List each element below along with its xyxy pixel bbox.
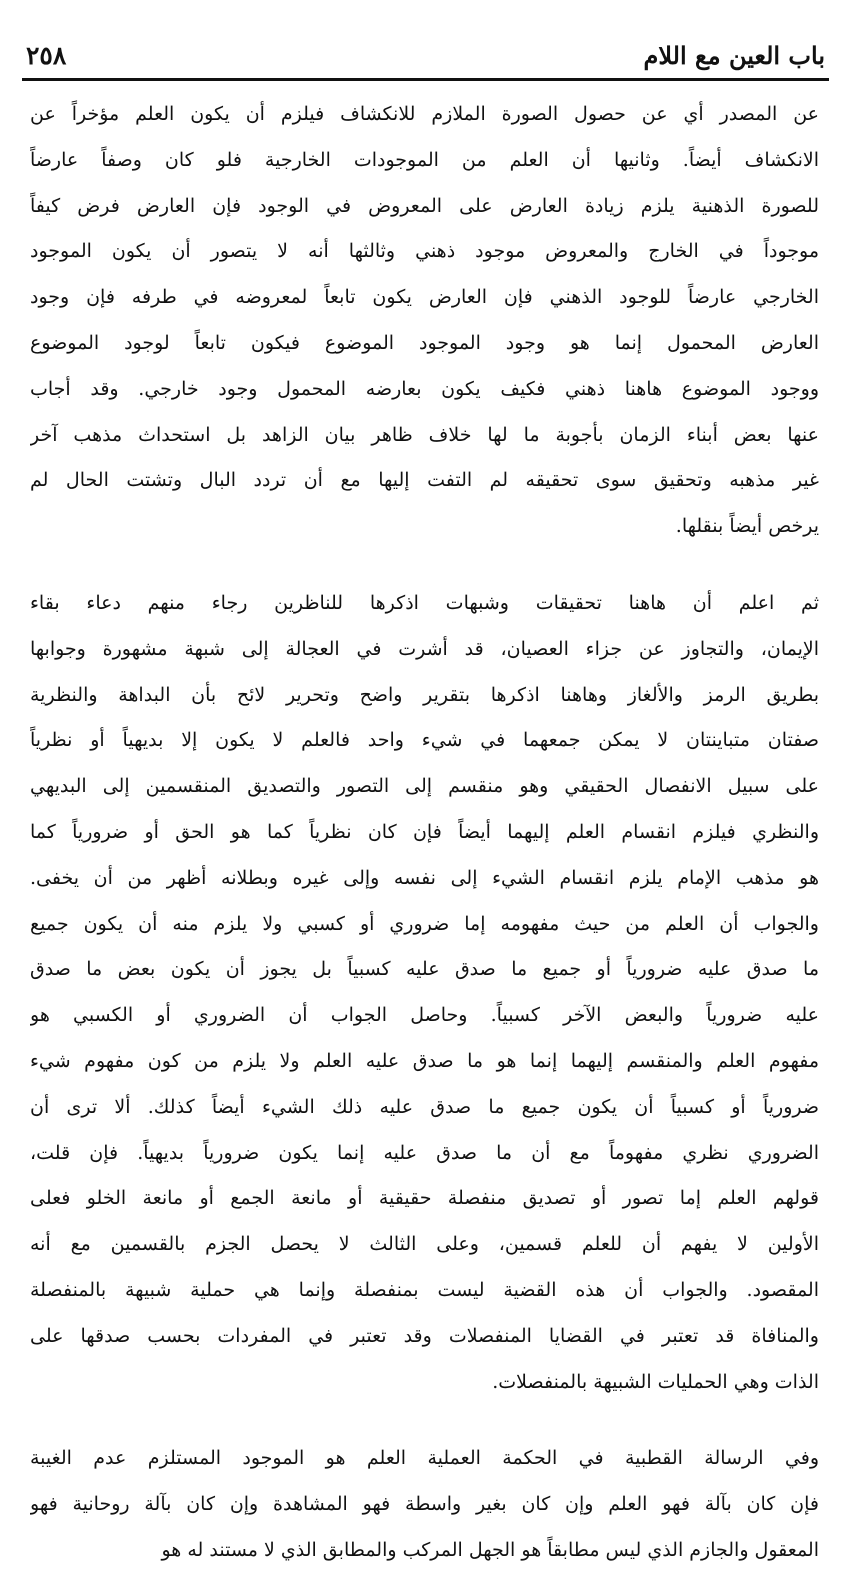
text-line: فإن كان بآلة فهو العلم وإن كان بغير واسطة فهو المشاهدة وإن كان بآلة روحانية فهو: [30, 1493, 819, 1516]
text-line: الانكشاف أيضاً. وثانيها أن العلم من الموجودات الخارجية فلو كان وصفاً عارضاً: [30, 148, 819, 171]
paragraph-gap: [30, 550, 819, 581]
text-line: وفي الرسالة القطبية في الحكمة العملية العلم هو الموجود المستلزم عدم الغيبة: [30, 1447, 819, 1470]
paragraph: [30, 92, 819, 550]
text-line: ما صدق عليه ضرورياً أو جميع ما صدق عليه كسبياً بل يجوز أن يكون بعض ما صدق: [30, 958, 819, 981]
text-line: المقصود. والجواب أن هذه القضية ليست بمنفصلة وإنما هي حملية شبيهة بالمنفصلة: [30, 1278, 819, 1301]
text-line: صفتان متباينتان لا يمكن جمعهما في شيء واحد فالعلم لا يكون إلا بديهياً أو نظرياً: [30, 729, 819, 752]
text-line: الضروري نظري مفهوماً مع أن ما صدق عليه إنما يكون ضرورياً بديهياً. فإن قلت،: [30, 1141, 819, 1164]
text-line: عنها بعض أبناء الزمان بأجوبة ما لها خلاف ظاهر بيان الزاهد بل استحداث مذهب آخر: [30, 423, 819, 446]
text-line: الإيمان، والتجاوز عن جزاء العصيان، قد أشرت في العجالة إلى شبهة مشهورة وجوابها: [30, 637, 819, 660]
running-title: باب العين مع اللام: [643, 41, 825, 70]
page-body: [30, 92, 819, 1574]
text-line: ضرورياً أو كسبياً أن يكون جميع ما صدق عليه ذلك الشيء أيضاً كذلك. ألا ترى أن: [30, 1095, 819, 1118]
page-number: ٢٥٨: [26, 41, 67, 70]
paragraph: [30, 1436, 819, 1573]
header-rule: [22, 78, 829, 81]
text-line: موجوداً في الخارج والمعروض موجود ذهني وثالثها أنه لا يتصور أن يكون الموجود: [30, 240, 819, 263]
paragraph: [30, 581, 819, 1405]
text-line: والنظري فيلزم انقسام العلم إليهما أيضاً فإن كان نظرياً كما هو الحق أو ضرورياً كما: [30, 820, 819, 843]
text-line: والمنافاة قد تعتبر في القضايا المنفصلات وقد تعتبر في المفردات بحسب صدقها على: [30, 1324, 819, 1347]
text-line: ووجود الموضوع هاهنا ذهني فكيف يكون بعارضه المحمول وجود خارجي. وقد أجاب: [30, 377, 819, 400]
text-line: الذات وهي الحمليات الشبيهة بالمنفصلات.: [492, 1370, 819, 1393]
text-line: غير مذهبه وتحقيق سوى تحقيقه لم التفت إليها مع أن تردد البال وتشتت الحال لم: [30, 469, 819, 492]
text-line: العارض المحمول إنما هو وجود الموجود الموضوع فيكون تابعاً لوجود الموضوع: [30, 331, 819, 354]
text-line: الأولين لا يفهم أن للعلم قسمين، وعلى الثالث لا يحصل الجزم بالقسمين مع أنه: [30, 1233, 819, 1256]
text-line: بطريق الرمز والألغاز وهاهنا اذكرها بتقرير واضح وتحرير لائح بأن البداهة والنظرية: [30, 683, 819, 706]
paragraph-gap: [30, 1405, 819, 1436]
page-header: [26, 32, 825, 72]
text-line: الخارجي عارضاً للوجود الذهني فإن العارض يكون تابعاً لمعروضه في طرفه فإن وجود: [30, 286, 819, 309]
text-line: هو مذهب الإمام يلزم انقسام الشيء إلى نفسه وإلى غيره وبطلانه أظهر من أن يخفى.: [30, 866, 819, 889]
text-line: ثم اعلم أن هاهنا تحقيقات وشبهات اذكرها للناظرين رجاء منهم دعاء بقاء: [30, 591, 819, 614]
text-line: يرخص أيضاً بنقلها.: [675, 515, 819, 538]
text-line: عليه ضرورياً والبعض الآخر كسبياً. وحاصل الجواب أن الضروري أو الكسبي هو: [30, 1004, 819, 1027]
text-line: المعقول والجازم الذي ليس مطابقاً هو الجهل المركب والمطابق الذي لا مستند له هو: [161, 1538, 819, 1561]
text-line: عن المصدر أي عن حصول الصورة الملازم للانكشاف فيلزم أن يكون العلم مؤخراً عن: [30, 103, 819, 125]
text-line: قولهم العلم إما تصور أو تصديق منفصلة حقيقية أو مانعة الجمع أو مانعة الخلو فعلى: [30, 1187, 819, 1210]
text-line: على سبيل الانفصال الحقيقي وهو منقسم إلى التصور والتصديق المنقسمين إلى البديهي: [30, 775, 819, 798]
text-line: مفهوم العلم والمنقسم إليهما إنما هو ما صدق عليه العلم ولا يلزم من كون مفهوم شيء: [30, 1049, 819, 1072]
text-line: والجواب أن العلم من حيث مفهومه إما ضروري أو كسبي ولا يلزم منه أن يكون جميع: [30, 912, 819, 935]
text-line: للصورة الذهنية يلزم زيادة العارض على المعروض في الوجود فإن العارض فرض كيفاً: [30, 194, 819, 217]
